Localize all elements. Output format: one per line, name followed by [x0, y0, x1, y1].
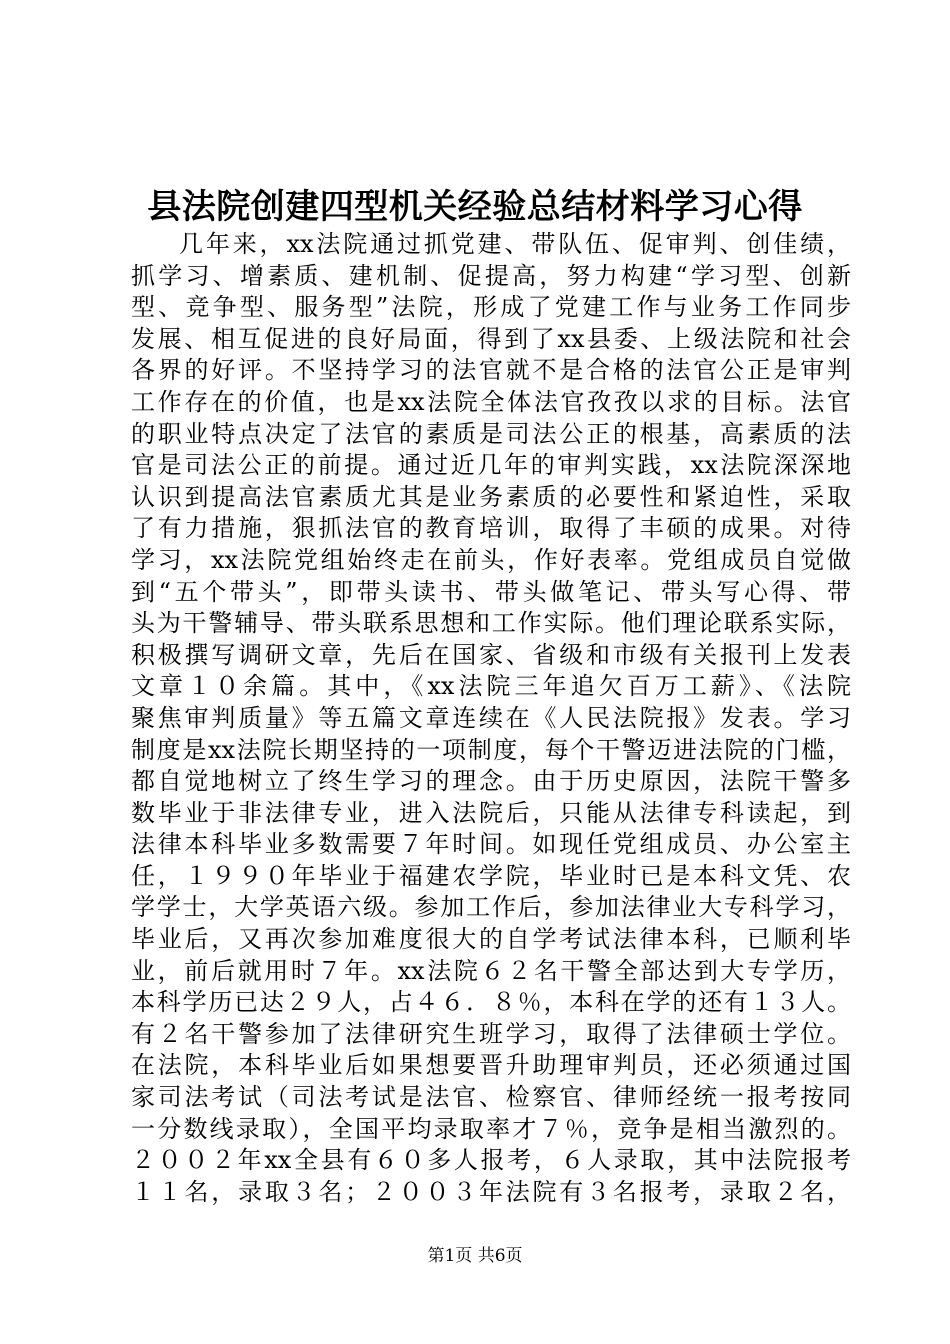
body-line: 制度是xx法院长期坚持的一项制度，每个干警迈进法院的门槛， [131, 735, 851, 764]
body-line: 学习，xx法院党组始终走在前头，作好表率。党组成员自觉做 [131, 545, 851, 574]
body-line: 都自觉地树立了终生学习的理念。由于历史原因，法院干警多 [131, 767, 851, 796]
page-footer: 第1页 共6页 [427, 1246, 523, 1266]
body-line: 毕业后，又再次参加难度很大的自学考试法律本科，已顺利毕 [131, 925, 851, 954]
body-line: １１名，录取３名；２００３年法院有３名报考，录取２名， [131, 1177, 851, 1206]
body-line: 数毕业于非法律专业，进入法院后，只能从法律专科读起，到 [131, 798, 851, 827]
body-line: 发展、相互促进的良好局面，得到了xx县委、上级法院和社会 [131, 324, 851, 353]
body-line: 几年来，xx法院通过抓党建、带队伍、促审判、创佳绩， [179, 230, 851, 258]
body-line: 型、竞争型、服务型”法院，形成了党建工作与业务工作同步 [131, 293, 851, 322]
document-title: 县法院创建四型机关经验总结材料学习心得 [147, 187, 803, 227]
body-line: 任，１９９０年毕业于福建农学院，毕业时已是本科文凭、农 [131, 861, 851, 890]
body-line: 到“五个带头”，即带头读书、带头做笔记、带头写心得、带 [131, 577, 851, 606]
body-line: 聚焦审判质量》等五篇文章连续在《人民法院报》发表。学习 [131, 703, 851, 732]
body-line: 认识到提高法官素质尤其是业务素质的必要性和紧迫性，采取 [131, 482, 851, 511]
body-line: 官是司法公正的前提。通过近几年的审判实践，xx法院深深地 [131, 451, 851, 480]
body-line: 抓学习、增素质、建机制、促提高，努力构建“学习型、创新 [131, 261, 851, 290]
body-line: 头为干警辅导、带头联系思想和工作实际。他们理论联系实际， [131, 609, 851, 638]
body-line: 积极撰写调研文章，先后在国家、省级和市级有关报刊上发表 [131, 640, 851, 669]
body-line: 一分数线录取），全国平均录取率才７％，竞争是相当激烈的。 [131, 1114, 851, 1143]
body-line: 工作存在的价值，也是xx法院全体法官孜孜以求的目标。法官 [131, 387, 851, 416]
body-line: 各界的好评。不坚持学习的法官就不是合格的法官公正是审判 [131, 356, 851, 385]
body-line: 了有力措施，狠抓法官的教育培训，取得了丰硕的成果。对待 [131, 514, 851, 543]
body-line: 法律本科毕业多数需要７年时间。如现任党组成员、办公室主 [131, 830, 851, 859]
body-line: ２００２年xx全县有６０多人报考，６人录取，其中法院报考 [131, 1146, 851, 1175]
body-line: 在法院，本科毕业后如果想要晋升助理审判员，还必须通过国 [131, 1051, 851, 1080]
body-line: 本科学历已达２９人，占４６．８％，本科在学的还有１３人。 [131, 988, 851, 1017]
body-line: 的职业特点决定了法官的素质是司法公正的根基，高素质的法 [131, 419, 851, 448]
document-body [131, 229, 851, 1208]
body-line: 业，前后就用时７年。xx法院６２名干警全部达到大专学历， [131, 956, 851, 985]
body-line: 文章１０余篇。其中，《xx法院三年追欠百万工薪》、《法院 [131, 672, 851, 701]
body-line: 学学士，大学英语六级。参加工作后，参加法律业大专科学习， [131, 893, 851, 922]
body-line: 有２名干警参加了法律研究生班学习，取得了法律硕士学位。 [131, 1019, 851, 1048]
body-line: 家司法考试（司法考试是法官、检察官、律师经统一报考按同 [131, 1083, 851, 1112]
